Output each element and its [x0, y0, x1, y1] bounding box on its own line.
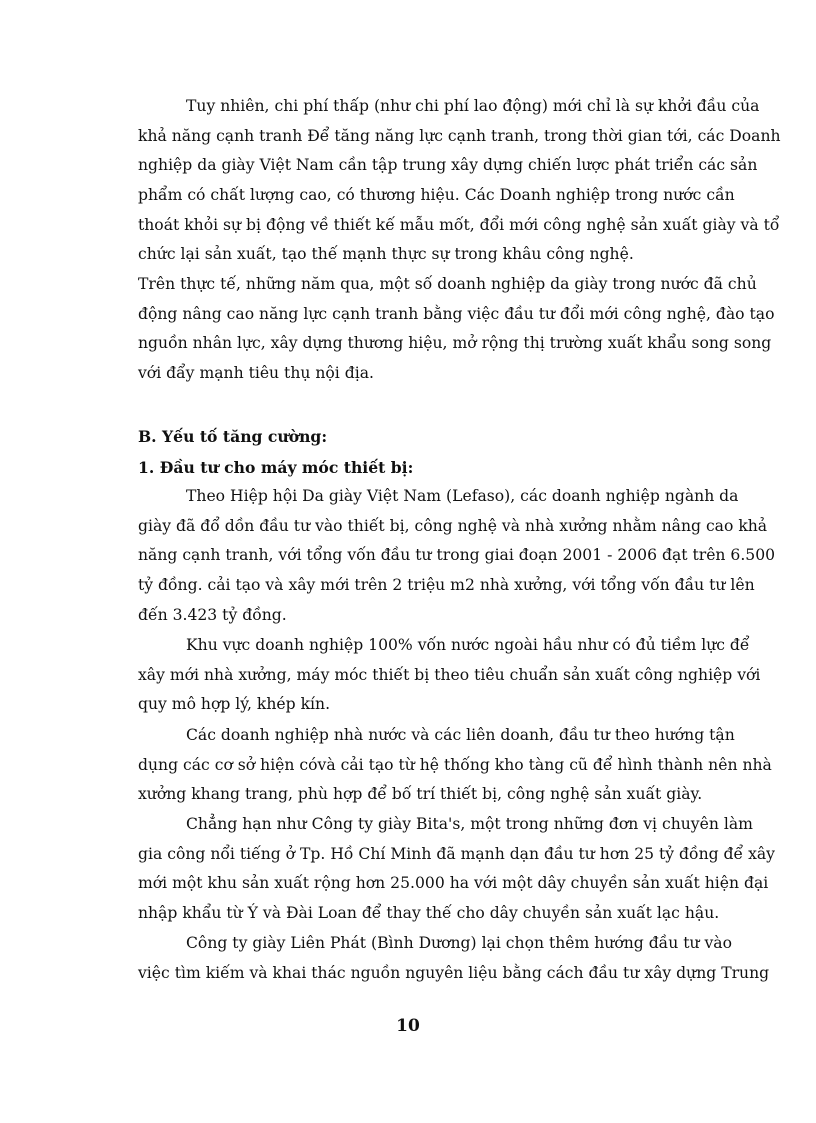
heading-1: 1. Đầu tư cho máy móc thiết bị:	[138, 458, 414, 477]
text-line: thoát khỏi sự bị động về thiết kế mẫu mốt, đổi mới công nghệ sản xuất giày và tổ	[138, 215, 780, 234]
text-line: dụng các cơ sở hiện cóvà cải tạo từ hệ thống kho tàng cũ để hình thành nên nhà	[138, 755, 772, 774]
paragraph-in-practice	[138, 270, 775, 389]
text-line: xưởng khang trang, phù hợp để bố trí thiết bị, công nghệ sản xuất giày.	[138, 785, 703, 804]
text-line: khả năng cạnh tranh Để tăng năng lực cạnh tranh, trong thời gian tới, các Doanh	[138, 126, 781, 145]
page-number: 10	[396, 1016, 420, 1036]
paragraph-cost-advantage	[138, 92, 781, 270]
text-line: Tuy nhiên, chi phí thấp (như chi phí lao động) mới chỉ là sự khởi đầu của	[186, 97, 760, 115]
section-heading-b	[138, 422, 716, 452]
text-line: tỷ đồng. cải tạo và xây mới trên 2 triệu m2 nhà xưởng, với tổng vốn đầu tư lên	[138, 576, 755, 595]
text-line: đến 3.423 tỷ đồng.	[138, 605, 287, 624]
text-line: quy mô hợp lý, khép kín.	[138, 695, 331, 714]
text-line: chức lại sản xuất, tạo thế mạnh thực sự trong khâu công nghệ.	[138, 245, 634, 264]
text-line: Theo Hiệp hội Da giày Việt Nam (Lefaso), các doanh nghiệp ngành da	[186, 487, 739, 505]
paragraph-state-enterprises	[138, 721, 772, 810]
text-line: với đẩy mạnh tiêu thụ nội địa.	[138, 364, 374, 383]
paragraph-lefaso	[138, 482, 776, 630]
text-line: Chẳng hạn như Công ty giày Bita's, một trong những đơn vị chuyên làm	[186, 815, 753, 833]
text-line: gia công nổi tiếng ở Tp. Hồ Chí Minh đã mạnh dạn đầu tư hơn 25 tỷ đồng để xây	[138, 844, 775, 863]
text-line: Khu vực doanh nghiệp 100% vốn nước ngoài hầu như có đủ tiềm lực để	[186, 636, 750, 654]
text-line: nguồn nhân lực, xây dựng thương hiệu, mở rộng thị trường xuất khẩu song song	[138, 334, 772, 353]
text-line: nghiệp da giày Việt Nam cần tập trung xây dựng chiến lược phát triển các sản	[138, 156, 758, 175]
text-line: giày đã đổ dồn đầu tư vào thiết bị, công nghệ và nhà xưởng nhằm nâng cao khả	[138, 516, 768, 535]
text-line: phẩm có chất lượng cao, có thương hiệu. Các Doanh nghiệp trong nước cần	[138, 186, 735, 205]
text-line: Công ty giày Liên Phát (Bình Dương) lại chọn thêm hướng đầu tư vào	[186, 934, 732, 952]
text-line: động nâng cao năng lực cạnh tranh bằng việc đầu tư đổi mới công nghệ, đào tạo	[138, 304, 775, 323]
text-line: Trên thực tế, những năm qua, một số doanh nghiệp da giày trong nước đã chủ	[138, 275, 757, 293]
heading-b: B. Yếu tố tăng cường:	[138, 427, 328, 446]
text-line: Các doanh nghiệp nhà nước và các liên doanh, đầu tư theo hướng tận	[186, 726, 735, 744]
paragraph-bitas	[138, 810, 775, 929]
text-line: mới một khu sản xuất rộng hơn 25.000 ha với một dây chuyền sản xuất hiện đại	[138, 874, 769, 893]
text-line: xây mới nhà xưởng, máy móc thiết bị theo tiêu chuẩn sản xuất công nghiệp với	[138, 665, 761, 684]
paragraph-fdi	[138, 631, 761, 720]
text-line: năng cạnh tranh, với tổng vốn đầu tư trong giai đoạn 2001 - 2006 đạt trên 6.500	[138, 546, 776, 565]
section-heading-1	[138, 453, 716, 483]
text-line: việc tìm kiếm và khai thác nguồn nguyên liệu bằng cách đầu tư xây dựng Trung	[138, 963, 770, 982]
paragraph-lien-phat	[138, 929, 770, 988]
text-line: nhập khẩu từ Ý và Đài Loan để thay thế cho dây chuyền sản xuất lạc hậu.	[138, 904, 720, 923]
